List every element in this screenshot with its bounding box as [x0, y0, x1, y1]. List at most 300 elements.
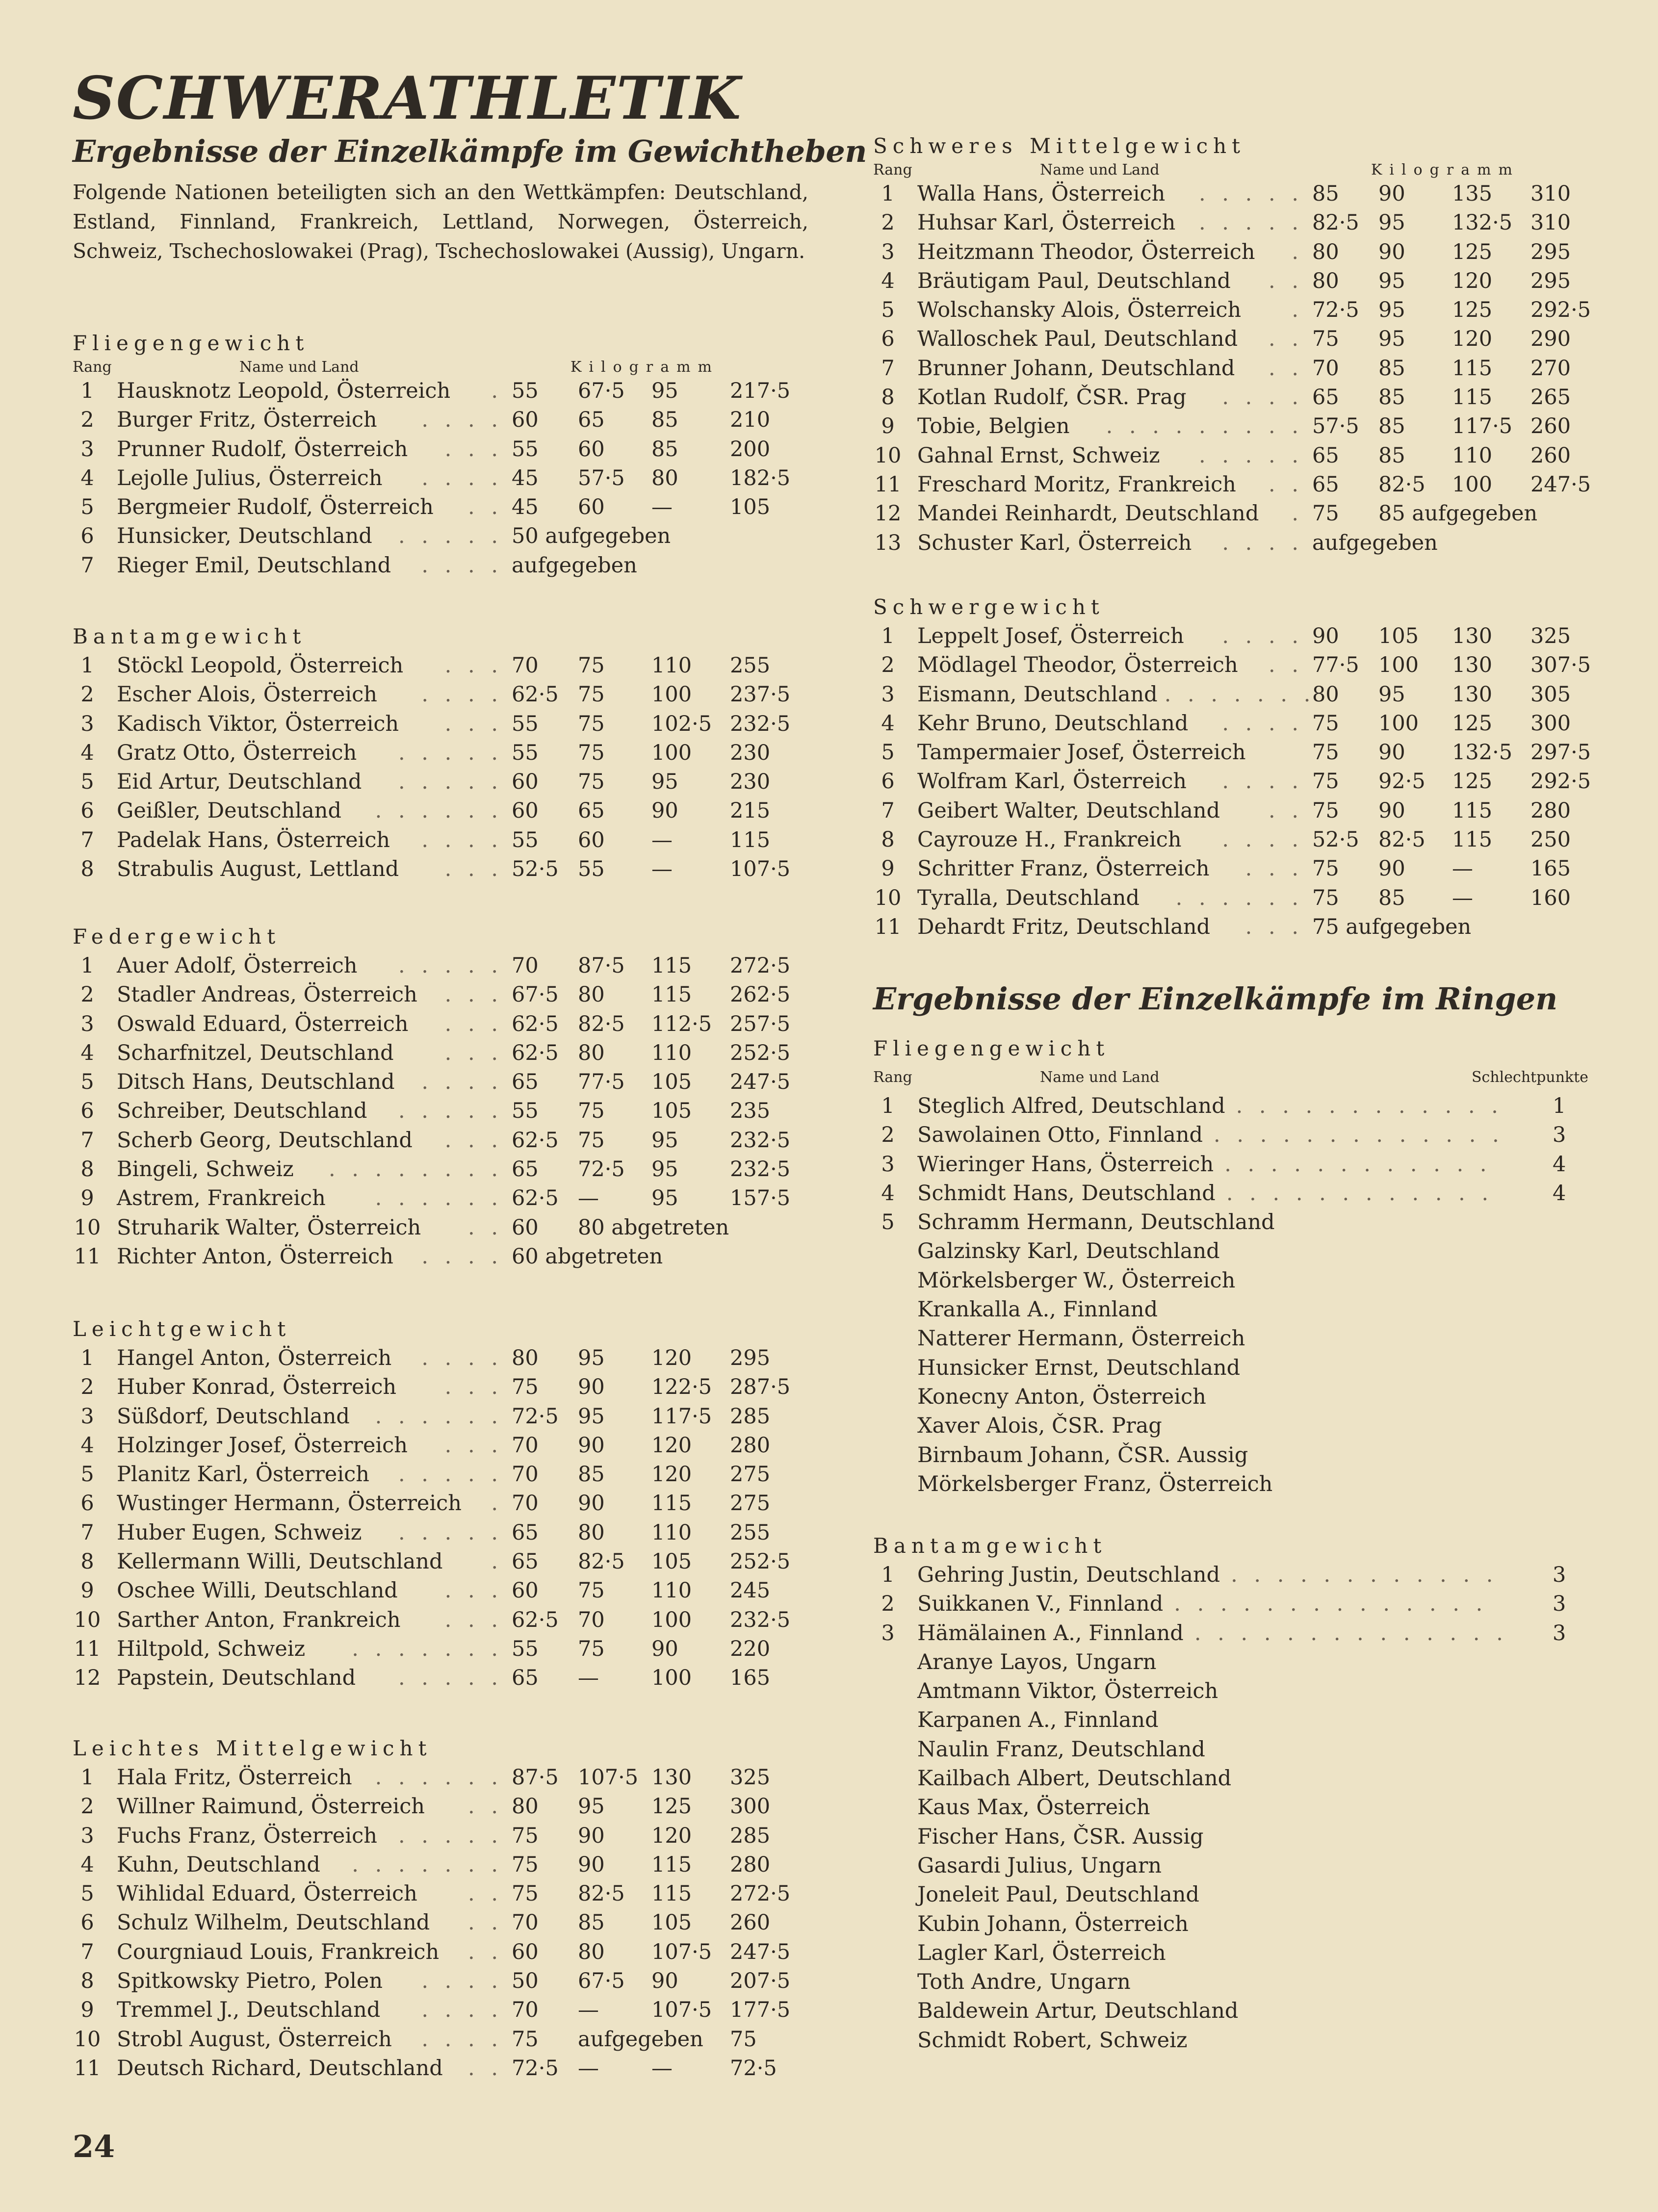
value-c3: 85 [651, 408, 678, 433]
value-c2: 75 [578, 1636, 605, 1661]
value-c2: 90 [1378, 798, 1405, 823]
value-c3: 130 [1452, 682, 1493, 707]
value-c1: 60 abgetreten [512, 1244, 663, 1269]
rank: 10 [74, 2027, 101, 2052]
value-c4: 295 [1530, 268, 1571, 293]
rank: 10 [874, 443, 902, 468]
value-c2: 95 [1378, 298, 1405, 323]
value-c4: 255 [730, 1520, 771, 1545]
value-c3: 115 [651, 1491, 692, 1516]
athlete-name: Steglich Alfred, Deutschland [917, 1094, 1225, 1118]
leader-dots: . . . . [1222, 530, 1303, 555]
value-c4: 207·5 [730, 1969, 791, 1994]
table-row [73, 1126, 818, 1155]
value-c2: 95 [578, 1346, 605, 1370]
leader-dots: . [1292, 239, 1303, 264]
value-c4: 160 [1530, 885, 1571, 910]
table-row [73, 651, 818, 680]
athlete-name: Mörkelsberger Franz, Österreich [917, 1471, 1273, 1496]
value-c2: 107·5 [578, 1765, 639, 1790]
leader-dots: . . . . . [1198, 181, 1303, 206]
value-c2: 65 [578, 798, 605, 823]
penalty-points: 3 [1553, 1620, 1566, 1646]
leader-dots: . . . . . . . . . . . . [1236, 1094, 1503, 1118]
value-c1: 55 [512, 1636, 539, 1661]
leader-dots: . . . . . [1198, 443, 1303, 468]
athlete-name: Huhsar Karl, Österreich [917, 210, 1176, 235]
value-c4: 325 [730, 1765, 771, 1790]
value-c2: 75 [578, 1128, 605, 1153]
value-c4: 305 [1530, 682, 1571, 707]
leader-dots: . . . . [421, 1244, 503, 1269]
leader-dots: . . . . . . . . . . . . . . [1194, 1620, 1508, 1646]
table-row [73, 797, 818, 825]
weight-class-title: Leichtes Mittelgewicht [73, 1736, 432, 1760]
value-c4: 182·5 [730, 465, 791, 490]
table-row [873, 1823, 1619, 1852]
value-c1: 77·5 [1312, 653, 1359, 678]
rank: 3 [881, 682, 895, 707]
athlete-name: Mödlagel Theodor, Österreich [917, 653, 1238, 678]
athlete-name: Hangel Anton, Österreich [117, 1346, 392, 1370]
value-c3: 105 [651, 1910, 692, 1935]
rank: 8 [80, 1157, 94, 1182]
value-c3: 115 [651, 982, 692, 1007]
athlete-name: Wolschansky Alois, Österreich [917, 298, 1242, 323]
value-c3: 100 [651, 740, 692, 765]
table-row [873, 325, 1619, 354]
table-row [73, 768, 818, 797]
value-c4: 295 [730, 1346, 771, 1370]
value-c4: 230 [730, 770, 771, 795]
table-row [873, 622, 1619, 651]
athlete-name: Cayrouze H., Frankreich [917, 827, 1182, 852]
leader-dots: . . . . [421, 827, 503, 852]
leader-dots: . . . . [421, 682, 503, 707]
athlete-name: Fischer Hans, ČSR. Aussig [917, 1824, 1204, 1849]
leader-dots: . . . . [421, 1070, 503, 1095]
leader-dots: . . . . [1222, 624, 1303, 648]
athlete-name: Xaver Alois, ČSR. Prag [917, 1414, 1162, 1439]
leader-dots: . . [467, 1910, 503, 1935]
rank: 4 [881, 1181, 895, 1206]
table-row [873, 383, 1619, 412]
leader-dots: . [491, 379, 503, 403]
value-c4: 285 [730, 1404, 771, 1429]
rank: 5 [80, 1070, 94, 1095]
athlete-name: Wolfram Karl, Österreich [917, 769, 1187, 794]
athlete-name: Kadisch Viktor, Österreich [117, 711, 399, 736]
value-c1: 70 [512, 953, 539, 978]
value-c2: 85 [578, 1462, 605, 1487]
value-c2: 90 [578, 1823, 605, 1848]
weight-class-title: Federgewicht [73, 925, 281, 949]
table-row [873, 1939, 1619, 1968]
value-c2: 85 aufgegeben [1378, 501, 1538, 526]
value-c3: 95 [651, 1186, 678, 1211]
value-c1: 75 [512, 2027, 539, 2052]
value-c3: 110 [651, 1040, 692, 1065]
rank: 9 [80, 1186, 94, 1211]
table-row [873, 1092, 1619, 1121]
athlete-name: Toth Andre, Ungarn [917, 1970, 1131, 1995]
wrestling-heading: Ergebnisse der Einzelkämpfe im Ringen [873, 981, 1558, 1017]
kilogram-header: Kilogramm [1371, 161, 1520, 179]
leader-dots: . . [1268, 653, 1303, 678]
rank: 2 [881, 1123, 895, 1148]
penalty-points: 3 [1553, 1563, 1566, 1587]
weight-class-section [73, 922, 818, 1271]
penalty-points: 1 [1553, 1094, 1566, 1118]
rank: 1 [881, 181, 895, 206]
rank: 7 [80, 553, 94, 578]
value-c3: 110 [651, 1578, 692, 1603]
table-row [873, 354, 1619, 383]
value-c2: 82·5 [578, 1011, 625, 1036]
rank: 1 [80, 1765, 94, 1790]
leader-dots: . . [467, 1794, 503, 1819]
rank: 4 [80, 740, 94, 765]
value-c4: 72·5 [730, 2056, 777, 2081]
value-c2: 75 [578, 770, 605, 795]
value-c1: 50 aufgegeben [512, 524, 671, 549]
athlete-name: Planitz Karl, Österreich [117, 1462, 369, 1487]
value-c2: 100 [1378, 711, 1419, 736]
value-c4: 217·5 [730, 379, 791, 403]
athlete-name: Courgniaud Louis, Frankreich [117, 1939, 440, 1964]
value-c1: 75 [512, 1852, 539, 1877]
value-c1: 80 [1312, 239, 1339, 264]
table-row [73, 710, 818, 739]
athlete-name: Strabulis August, Lettland [117, 857, 399, 882]
rank: 2 [80, 1794, 94, 1819]
leader-dots: . . . . . . . . . . . . [1224, 1152, 1492, 1177]
value-c2: — [578, 1186, 599, 1211]
table-row [73, 1547, 818, 1576]
value-c3: 90 [651, 1969, 678, 1994]
name-header: Name und Land [239, 359, 359, 376]
rank: 11 [74, 2056, 101, 2081]
rank: 1 [881, 1094, 895, 1118]
value-c4: 115 [730, 827, 771, 852]
value-c1: 52·5 [512, 857, 559, 882]
value-c3: 125 [1452, 711, 1493, 736]
athlete-name: Birnbaum Johann, ČSR. Aussig [917, 1442, 1248, 1467]
athlete-name: Richter Anton, Österreich [117, 1244, 393, 1269]
value-c2: 67·5 [578, 379, 625, 403]
value-c2: 75 [578, 1578, 605, 1603]
athlete-name: Rieger Emil, Deutschland [117, 553, 391, 578]
leader-dots: . . [1268, 356, 1303, 381]
rank: 11 [74, 1636, 101, 1661]
value-c3: 90 [651, 798, 678, 823]
rank: 2 [881, 1592, 895, 1617]
leader-dots: . . . [444, 1433, 503, 1458]
table-row [873, 913, 1619, 942]
athlete-name: Eismann, Deutschland [917, 682, 1158, 707]
rank: 4 [80, 1852, 94, 1877]
penalty-points: 3 [1553, 1592, 1566, 1617]
leader-dots: . . . . . . . [1164, 682, 1316, 707]
rank: 10 [74, 1215, 101, 1240]
weight-class-section [73, 329, 818, 580]
leader-dots: . . . . [421, 465, 503, 490]
rank: 4 [881, 711, 895, 736]
athlete-name: Gasardi Julius, Ungarn [917, 1853, 1162, 1878]
value-c2: aufgegeben [578, 2027, 703, 2052]
value-c3: 115 [1452, 827, 1493, 852]
value-c1: 80 [1312, 682, 1339, 707]
athlete-name: Ditsch Hans, Deutschland [117, 1070, 395, 1095]
value-c4: 310 [1530, 210, 1571, 235]
value-c4: 280 [730, 1852, 771, 1877]
table-row [73, 1851, 818, 1879]
table-row [873, 1208, 1619, 1237]
weight-class-section [73, 1314, 818, 1693]
athlete-name: Walla Hans, Österreich [917, 181, 1166, 206]
table-row [873, 767, 1619, 796]
column-header [873, 1063, 1619, 1092]
table-row [73, 377, 818, 406]
table-row [873, 1470, 1619, 1499]
weight-class-section [73, 622, 818, 884]
value-c3: 100 [651, 1666, 692, 1691]
value-c4: 232·5 [730, 1607, 791, 1632]
rank: 5 [881, 740, 895, 765]
value-c1: 80 [512, 1794, 539, 1819]
athlete-name: Hala Fritz, Österreich [117, 1765, 352, 1790]
value-c3: 100 [651, 1607, 692, 1632]
value-c1: 45 [512, 495, 539, 520]
value-c1: 55 [512, 1099, 539, 1124]
athlete-name: Schritter Franz, Österreich [917, 856, 1210, 881]
athlete-name: Kailbach Albert, Deutschland [917, 1766, 1232, 1791]
leader-dots: . . . . . [398, 1520, 503, 1545]
athlete-name: Escher Alois, Österreich [117, 682, 377, 707]
rank: 3 [881, 1620, 895, 1646]
value-c1: 72·5 [1312, 298, 1359, 323]
weight-class-title: Bantamgewicht [873, 1534, 1107, 1558]
athlete-name: Prunner Rudolf, Österreich [117, 437, 408, 462]
leader-dots: . . . . . [398, 1823, 503, 1848]
value-c2: 85 [1378, 385, 1405, 410]
value-c4: 177·5 [730, 1998, 791, 2023]
value-c1: 62·5 [512, 1040, 559, 1065]
value-c3: 120 [651, 1823, 692, 1848]
table-row [73, 1373, 818, 1402]
athlete-name: Huber Konrad, Österreich [117, 1375, 397, 1400]
value-c1: 62·5 [512, 1011, 559, 1036]
table-row [873, 529, 1619, 558]
leader-dots: . . . . [421, 553, 503, 578]
value-c4: 262·5 [730, 982, 791, 1007]
value-c2: 82·5 [1378, 827, 1425, 852]
value-c4: 307·5 [1530, 653, 1591, 678]
value-c4: 325 [1530, 624, 1571, 648]
rank: 8 [881, 827, 895, 852]
athlete-name: Tremmel J., Deutschland [117, 1998, 381, 2023]
leader-dots: . . . . . [398, 1666, 503, 1691]
leader-dots: . . [467, 1939, 503, 1964]
value-c1: 55 [512, 740, 539, 765]
leader-dots: . . . [444, 1128, 503, 1153]
table-row [73, 522, 818, 551]
table-row [73, 1967, 818, 1996]
leader-dots: . . . [444, 857, 503, 882]
value-c1: 50 [512, 1969, 539, 1994]
value-c1: aufgegeben [512, 553, 637, 578]
value-c4: 215 [730, 798, 771, 823]
athlete-name: Hunsicker, Deutschland [117, 524, 372, 549]
table-row [73, 1155, 818, 1184]
athlete-name: Tampermaier Josef, Österreich [917, 740, 1246, 765]
athlete-name: Wustinger Hermann, Österreich [117, 1491, 462, 1516]
value-c3: 132·5 [1452, 210, 1513, 235]
table-row [73, 1184, 818, 1213]
value-c1: 75 [1312, 798, 1339, 823]
leader-dots: . [1292, 298, 1303, 323]
value-c1: aufgegeben [1312, 530, 1438, 555]
athlete-name: Brunner Johann, Deutschland [917, 356, 1235, 381]
athlete-name: Gahnal Ernst, Schweiz [917, 443, 1160, 468]
rank: 3 [80, 437, 94, 462]
value-c1: 62·5 [512, 1607, 559, 1632]
athlete-name: Kubin Johann, Österreich [917, 1911, 1189, 1936]
athlete-name: Lejolle Julius, Österreich [117, 465, 383, 490]
leader-dots: . . . . [1222, 827, 1303, 852]
value-c3: 120 [651, 1462, 692, 1487]
value-c2: 90 [1378, 181, 1405, 206]
table-row [73, 1431, 818, 1460]
value-c4: 272·5 [730, 1881, 791, 1906]
rank: 7 [80, 827, 94, 852]
value-c1: 70 [512, 1910, 539, 1935]
name-header: Name und Land [1040, 1069, 1160, 1086]
wrestling-class-section [873, 1034, 1619, 1499]
leader-dots: . . . . [1222, 385, 1303, 410]
value-c1: 65 [1312, 385, 1339, 410]
rank: 6 [80, 798, 94, 823]
page-number: 24 [73, 2129, 115, 2164]
table-row [73, 1763, 818, 1792]
table-row [73, 464, 818, 493]
leader-dots: . . . [1245, 856, 1303, 881]
wrestling-class-section [873, 1531, 1619, 2055]
value-c1: 62·5 [512, 682, 559, 707]
athlete-name: Struharik Walter, Österreich [117, 1215, 421, 1240]
value-c4: 272·5 [730, 953, 791, 978]
value-c1: 67·5 [512, 982, 559, 1007]
value-c1: 70 [512, 1491, 539, 1516]
athlete-name: Kotlan Rudolf, ČSR. Prag [917, 385, 1187, 410]
athlete-name: Oswald Eduard, Österreich [117, 1011, 409, 1036]
value-c2: 82·5 [1378, 472, 1425, 497]
value-c1: 45 [512, 465, 539, 490]
athlete-name: Gratz Otto, Österreich [117, 740, 357, 765]
rank: 1 [881, 1563, 895, 1587]
rank: 12 [74, 1666, 101, 1691]
value-c1: 65 [512, 1520, 539, 1545]
value-c2: 90 [578, 1491, 605, 1516]
athlete-name: Amtmann Viktor, Österreich [917, 1679, 1218, 1704]
value-c4: 310 [1530, 181, 1571, 206]
athlete-name: Wihlidal Eduard, Österreich [117, 1881, 417, 1906]
value-c4: 220 [730, 1636, 771, 1661]
value-c1: 80 [512, 1346, 539, 1370]
athlete-name: Schuster Karl, Österreich [917, 530, 1192, 555]
table-row [873, 1852, 1619, 1880]
table-row [73, 2025, 818, 2054]
intro-paragraph: Folgende Nationen beteiligten sich an den Wettkämpfen: Deutschland, Estland, Finnland, Frankreich, Lettland, Norwegen, Österreich, Schweiz, Tschechoslowakei (Prag), Tschechoslowakei (Aussig), Ungarn. [73, 180, 808, 263]
value-c4: 107·5 [730, 857, 791, 882]
value-c2: 95 [1378, 682, 1405, 707]
value-c3: 107·5 [651, 1939, 712, 1964]
table-row [73, 1606, 818, 1635]
value-c4: 252·5 [730, 1549, 791, 1574]
athlete-name: Tobie, Belgien [917, 414, 1070, 439]
table-row [873, 441, 1619, 470]
athlete-name: Scherb Georg, Deutschland [117, 1128, 413, 1153]
value-c3: 132·5 [1452, 740, 1513, 765]
rank: 5 [80, 770, 94, 795]
table-row [73, 1039, 818, 1068]
leader-dots: . . . . . [398, 770, 503, 795]
table-row [873, 1735, 1619, 1764]
athlete-name: Lagler Karl, Österreich [917, 1940, 1166, 1965]
name-header: Name und Land [1040, 161, 1160, 179]
table-row [873, 651, 1619, 680]
value-c1: 60 [512, 1578, 539, 1603]
value-c3: — [651, 857, 673, 882]
value-c2: 85 [578, 1910, 605, 1935]
value-c3: 80 [651, 465, 678, 490]
value-c1: 72·5 [512, 1404, 559, 1429]
value-c4: 275 [730, 1462, 771, 1487]
value-c3: 110 [651, 1520, 692, 1545]
athlete-name: Hausknotz Leopold, Österreich [117, 379, 451, 403]
athlete-name: Sawolainen Otto, Finnland [917, 1123, 1203, 1148]
value-c1: 65 [512, 1549, 539, 1574]
table-row [873, 1179, 1619, 1208]
value-c1: 75 aufgegeben [1312, 914, 1472, 939]
table-row [73, 1402, 818, 1431]
rank: 3 [80, 1823, 94, 1848]
value-c2: 90 [1378, 740, 1405, 765]
value-c4: 210 [730, 408, 771, 433]
value-c1: 55 [512, 437, 539, 462]
athlete-name: Burger Fritz, Österreich [117, 408, 377, 433]
rank: 7 [881, 356, 895, 381]
leader-dots: . . . . [421, 408, 503, 433]
value-c3: 115 [651, 953, 692, 978]
leader-dots: . [1292, 501, 1303, 526]
table-row [73, 1664, 818, 1693]
rank: 3 [881, 1152, 895, 1177]
value-c1: 60 [512, 408, 539, 433]
value-c1: 75 [1312, 885, 1339, 910]
value-c2: 80 [578, 1939, 605, 1964]
weight-class-title: Bantamgewicht [73, 624, 307, 648]
athlete-name: Oschee Willi, Deutschland [117, 1578, 398, 1603]
athlete-name: Galzinsky Karl, Deutschland [917, 1239, 1220, 1264]
table-row [873, 825, 1619, 854]
value-c2: 55 [578, 857, 605, 882]
athlete-name: Leppelt Josef, Österreich [917, 624, 1184, 648]
athlete-name: Schreiber, Deutschland [117, 1099, 367, 1124]
rank-header: Rang [873, 161, 912, 179]
column-header [73, 358, 818, 377]
table-row [73, 739, 818, 768]
